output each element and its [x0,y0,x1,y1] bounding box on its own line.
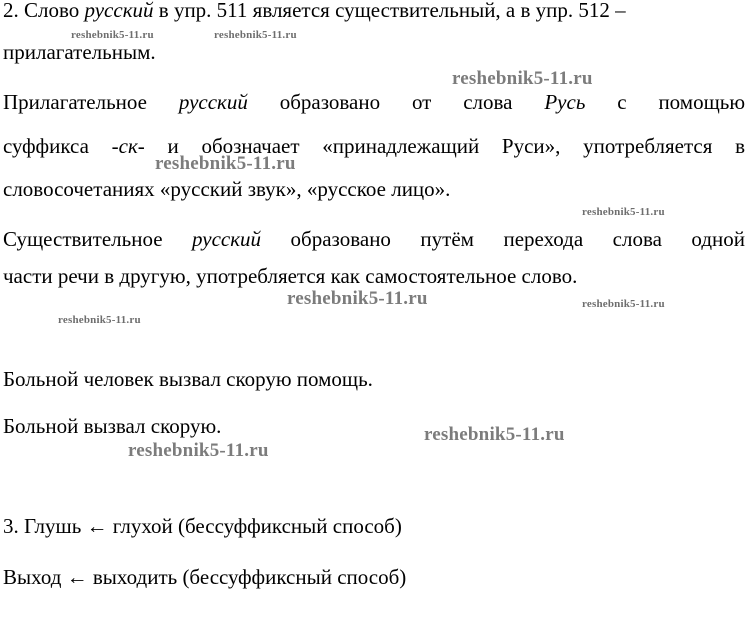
watermark: reshebnik5-11.ru [582,298,665,310]
text: 2. Слово [3,0,85,22]
item3-line-1: 3. Глушь ← глухой (бессуффиксный способ) [3,514,402,538]
watermark: reshebnik5-11.ru [452,68,593,89]
italic-word: Русь [544,90,586,114]
italic-suffix: ск [118,134,138,158]
text: суффикса - [3,134,119,158]
item3-line-2: Выход ← выходить (бессуффиксный способ) [3,565,407,589]
watermark: reshebnik5-11.ru [287,288,428,309]
item2-line-2: прилагательным. [3,40,156,64]
text: с помощью [585,90,746,114]
text: Существительное [3,227,193,251]
watermark: reshebnik5-11.ru [582,206,665,218]
sentence-1: Больной человек вызвал скорую помощь. [3,367,373,391]
paragraph-adjective-line-3: словосочетаниях «русский звук», «русское лицо». [3,177,451,201]
watermark: reshebnik5-11.ru [214,29,297,41]
watermark: reshebnik5-11.ru [155,153,296,174]
paragraph-noun-line-2: части речи в другую, употребляется как самостоятельное слово. [3,264,578,288]
italic-word: русский [178,90,248,114]
text: образовано от слова [247,90,545,114]
paragraph-adjective-line-1 [3,89,745,115]
watermark: reshebnik5-11.ru [71,29,154,41]
paragraph-adjective-line-2 [3,133,745,159]
watermark: reshebnik5-11.ru [58,314,141,326]
text: - и обозначает «принадлежащий Руси», употребляется в [137,134,746,158]
italic-word: русский [84,0,154,22]
paragraph-noun-line-1 [3,226,745,252]
text: Прилагательное [3,90,179,114]
italic-word: русский [192,227,262,251]
text: образовано путём перехода слова одной [261,227,745,251]
sentence-2: Больной вызвал скорую. [3,414,222,438]
item2-line-1 [3,0,626,23]
watermark: reshebnik5-11.ru [128,440,269,461]
text: в упр. 511 является существительный, а в упр. 512 – [153,0,626,22]
watermark: reshebnik5-11.ru [424,424,565,445]
